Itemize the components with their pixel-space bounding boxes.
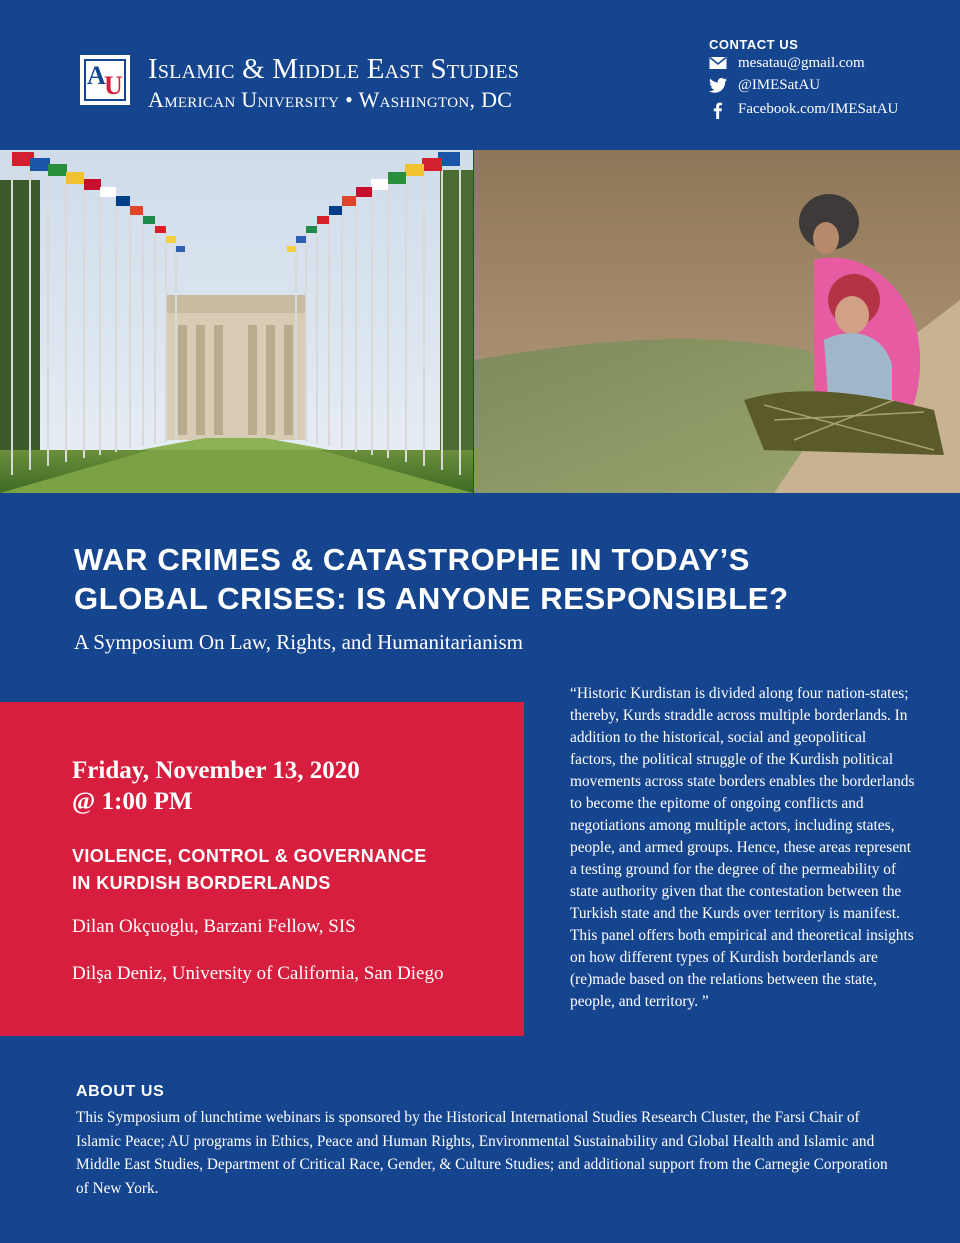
refugee-photo	[474, 150, 960, 493]
event-subtitle: A Symposium On Law, Rights, and Humanitarianism	[74, 630, 523, 654]
au-logo	[80, 55, 130, 105]
contact-twitter[interactable]	[709, 77, 820, 94]
logo-letter-u: U	[104, 71, 123, 100]
event-title-line-1: WAR CRIMES & CATASTROPHE IN TODAY’S	[74, 542, 751, 577]
contact-email-text[interactable]: mesatau@gmail.com	[738, 55, 865, 71]
contact-facebook[interactable]	[709, 101, 898, 118]
contact-heading: CONTACT US	[709, 37, 799, 52]
panel-title-line-1: VIOLENCE, CONTROL & GOVERNANCE	[72, 846, 427, 866]
twitter-icon	[709, 78, 729, 94]
speaker-2: Dilşa Deniz, University of California, San Diego	[72, 963, 444, 984]
speaker-1: Dilan Okçuoglu, Barzani Fellow, SIS	[72, 916, 356, 937]
panel-description-quote: “Historic Kurdistan is divided along four nation-states; thereby, Kurds straddle across multiple borderlands. In addition to the historical, social and geopolitical factors, the political struggle of the Kurdish political movements across state borders enables the borderlands to become the epitome of ongoing conflicts and negotiations among multiple actors, including states, people, and armed groups. Hence, these areas represent a testing ground for the degree of the permeability of state authority given that the contestation between the Turkish state and the Kurds over territory is manifest. This panel offers both empirical and theoretical insights on how different types of Kurdish borderlands are (re)made based on the relations between the state, people, and territory. ”	[570, 685, 915, 1010]
event-title-line-2: GLOBAL CRISES: IS ANYONE RESPONSIBLE?	[74, 581, 789, 616]
event-title	[74, 540, 914, 618]
panel-title	[72, 843, 427, 897]
org-name: Islamic & Middle East Studies	[148, 53, 520, 85]
org-subtitle: American University • Washington, DC	[148, 87, 513, 112]
event-date-day: Friday, November 13, 2020	[72, 757, 360, 784]
contact-facebook-text[interactable]: Facebook.com/IMESatAU	[738, 101, 899, 117]
about-heading: ABOUT US	[76, 1083, 165, 1100]
un-flags-photo	[0, 150, 473, 493]
mail-icon	[709, 56, 729, 72]
contact-twitter-text[interactable]: @IMESatAU	[738, 77, 821, 93]
logo-letter-a: A	[87, 61, 106, 90]
about-body: This Symposium of lunchtime webinars is sponsored by the Historical International Studies Research Cluster, the Farsi Chair of Islamic Peace; AU programs in Ethics, Peace and Human Rights, Environmental Sustainability and Global Health and Islamic and Middle East Studies, Department of Critical Race, Gender, & Culture Studies; and additional support from the Carnegie Corporation of New York.	[76, 1109, 888, 1197]
contact-email[interactable]	[709, 55, 865, 72]
event-date	[72, 755, 360, 817]
event-date-time: @ 1:00 PM	[72, 788, 193, 815]
facebook-icon	[709, 102, 729, 118]
panel-title-line-2: IN KURDISH BORDERLANDS	[72, 873, 331, 893]
